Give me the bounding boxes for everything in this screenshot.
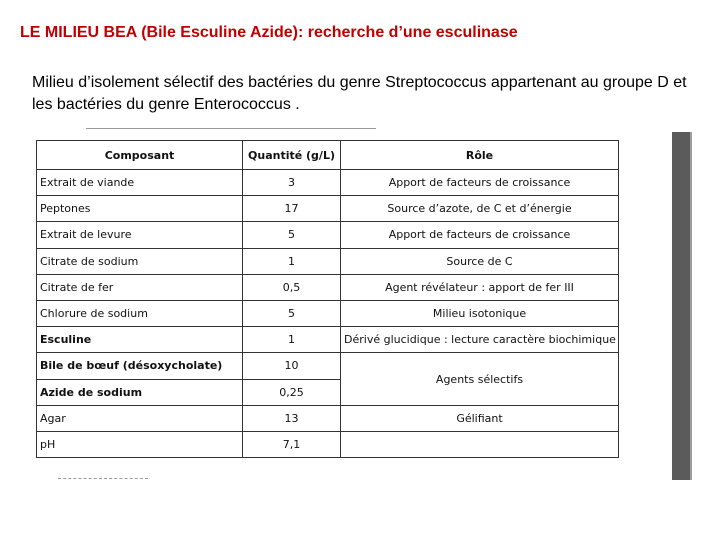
cell-role-merged: Agents sélectifs [341, 353, 619, 405]
table-row [37, 274, 619, 300]
table-row [37, 196, 619, 222]
scan-residue-line [86, 128, 376, 133]
table-row [37, 327, 619, 353]
cell-quantity: 17 [243, 196, 341, 222]
cell-quantity: 1 [243, 248, 341, 274]
cell-role: Agent révélateur : apport de fer III [341, 274, 619, 300]
cell-component: Chlorure de sodium [37, 300, 243, 326]
table-row [37, 300, 619, 326]
cell-quantity: 5 [243, 222, 341, 248]
cell-role: Apport de facteurs de croissance [341, 222, 619, 248]
table-row [37, 170, 619, 196]
cell-component: Peptones [37, 196, 243, 222]
cell-role: Source d’azote, de C et d’énergie [341, 196, 619, 222]
scan-edge-shadow [672, 132, 690, 480]
cell-component: Bile de bœuf (désoxycholate) [37, 353, 243, 379]
cell-role: Source de C [341, 248, 619, 274]
cell-role: Milieu isotonique [341, 300, 619, 326]
cell-quantity: 1 [243, 327, 341, 353]
page-title: LE MILIEU BEA (Bile Esculine Azide): recherche d’une esculinase [20, 24, 518, 41]
cell-role [341, 431, 619, 457]
cell-component: Citrate de fer [37, 274, 243, 300]
cell-component: Esculine [37, 327, 243, 353]
cell-role: Apport de facteurs de croissance [341, 170, 619, 196]
scanned-table-image [28, 128, 638, 484]
cell-component: Agar [37, 405, 243, 431]
cell-quantity: 7,1 [243, 431, 341, 457]
header-quantite: Quantité (g/L) [243, 141, 341, 170]
scan-edge-border [690, 132, 692, 480]
cell-quantity: 13 [243, 405, 341, 431]
cell-component: Citrate de sodium [37, 248, 243, 274]
cell-quantity: 10 [243, 353, 341, 379]
cell-component: Extrait de viande [37, 170, 243, 196]
cell-quantity: 3 [243, 170, 341, 196]
table-row [37, 248, 619, 274]
table-row [37, 222, 619, 248]
cell-component: pH [37, 431, 243, 457]
cell-quantity: 5 [243, 300, 341, 326]
cell-role: Dérivé glucidique : lecture caractère biochimique [341, 327, 619, 353]
cell-component: Azide de sodium [37, 379, 243, 405]
cell-quantity: 0,25 [243, 379, 341, 405]
header-composant: Composant [37, 141, 243, 170]
table-row [37, 405, 619, 431]
table-row [37, 353, 619, 379]
cell-quantity: 0,5 [243, 274, 341, 300]
cell-role: Gélifiant [341, 405, 619, 431]
scan-residue-line [58, 478, 148, 481]
header-role: Rôle [341, 141, 619, 170]
intro-paragraph: Milieu d’isolement sélectif des bactéries du genre Streptococcus appartenant au groupe D et les bactéries du genre Enterococcus . [32, 74, 687, 113]
composition-table [36, 140, 619, 458]
table-row [37, 431, 619, 457]
table-header-row [37, 141, 619, 170]
cell-component: Extrait de levure [37, 222, 243, 248]
